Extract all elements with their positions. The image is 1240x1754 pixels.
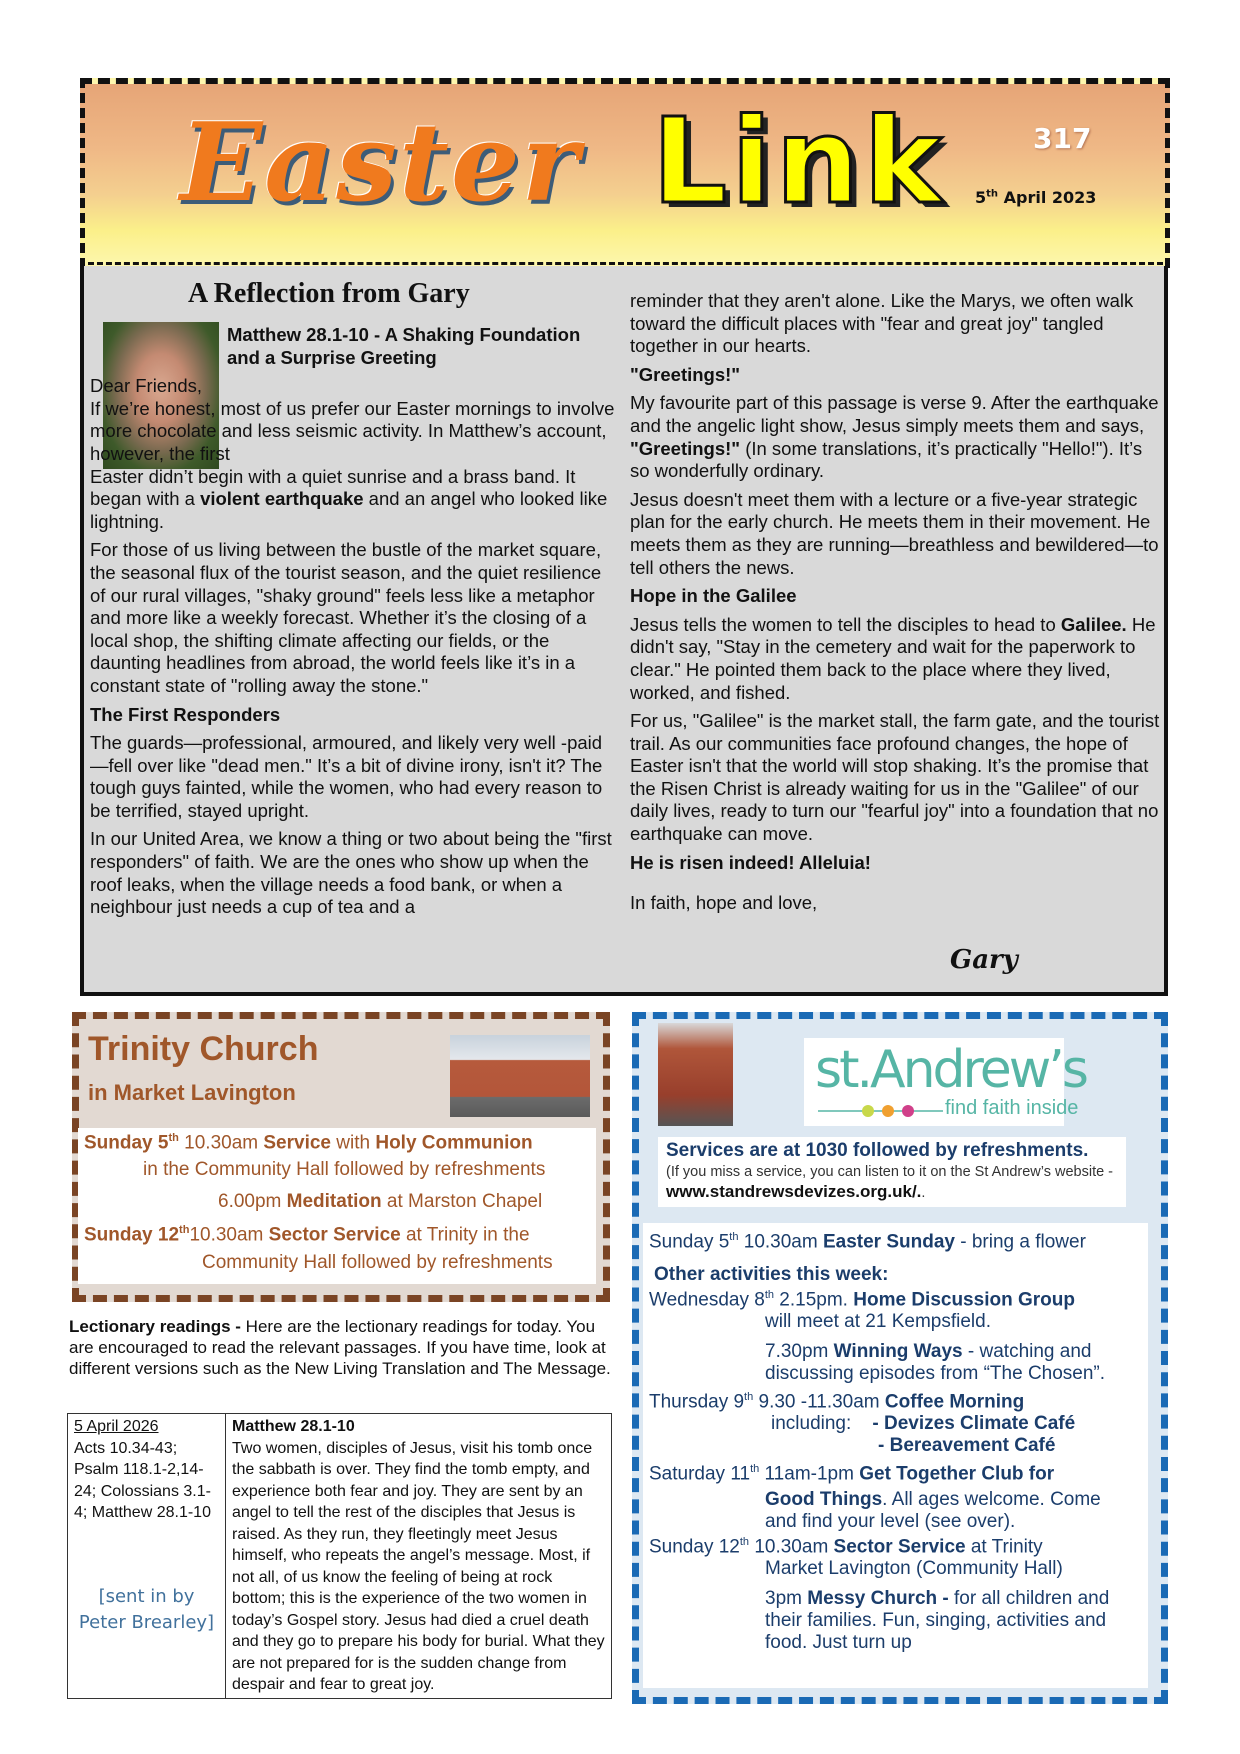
text: (In some translations, it’s practically "Hello!"). It’s so wonderfully ordinary. (630, 437, 1143, 482)
issue-date (975, 188, 1096, 207)
activity-name: - Devizes Climate Café (872, 1413, 1076, 1434)
trinity-title: Trinity Church (88, 1030, 319, 1068)
heading: Other activities this week: (654, 1264, 889, 1285)
text: My favourite part of this passage is verse 9. After the earthquake and the angelic light show, Jesus simply meets them and says, (630, 392, 1159, 436)
logo-dots-icon (818, 1104, 943, 1118)
activity-detail: Market Lavington (Community Hall) (765, 1558, 1063, 1579)
logo-text: st.Andrew’s (815, 1040, 1086, 1100)
section-heading: The First Responders (90, 703, 281, 725)
time: 10.30am (738, 1231, 823, 1253)
time: 7.30pm (765, 1341, 834, 1362)
activity-name: Messy Church - (807, 1588, 955, 1609)
time: 9.30 -11.30am (753, 1391, 885, 1413)
activities-list (643, 1223, 1148, 1688)
activity-item (649, 1289, 1075, 1311)
gospel-summary: Two women, disciples of Jesus, visit his tomb once the sabbath is over. They find the tomb empty, and experience both fear and joy. They are sent by an angel to tell the rest of the disciples that Jesus is raised. As they run, they fleetingly meet Jesus himself, who repeats the angel’s message. Most, if not all, of us know the feeling of being at rock bottom; this is the experience of the two women in today’s Gospel story. Jesus had died a cruel death and they go to prepare his body for burial. What they are not prepared for is the sudden change from despair and fear to great joy. (232, 1439, 605, 1693)
day: Sunday 5 (84, 1132, 169, 1154)
activity-name: Good Things (765, 1489, 883, 1510)
activities-heading (654, 1264, 888, 1286)
text: (If you miss a service, you can listen to it on the St Andrew’s website - (666, 1164, 1114, 1180)
text: with (331, 1132, 376, 1154)
text: . (921, 1185, 926, 1201)
closing: He is risen indeed! Alleluia! (630, 851, 871, 873)
activity-detail: will meet at 21 Kempsfield. (765, 1311, 991, 1332)
day-suffix: th (179, 1224, 190, 1236)
paragraph: The guards—professional, armoured, and likely very well -paid—fell over like "dead men." It’s a bit of divine irony, isn't it? The tough guys fainted, while the women, who had every reason to be terrified, stayed upright. (90, 732, 603, 821)
services-heading: Services are at 1030 followed by refreshments. (666, 1140, 1089, 1161)
bold-text: violent earthquake (200, 488, 364, 510)
service-line: Community Hall followed by refreshments (202, 1252, 553, 1273)
time: 6.00pm (218, 1191, 287, 1212)
day-suffix: th (729, 1231, 739, 1243)
issue-number: 317 (1033, 122, 1092, 155)
paragraph: For us, "Galilee" is the market stall, the farm gate, and the tourist trail. As our communities face profound changes, the hope of Easter isn't that the world will stop shaking. It’s the promise that the Risen Christ is already waiting for us in the "Galilee" of our daily lives, ready to turn our "fearful joy" into a foundation that no earthquake can move. (630, 710, 1160, 845)
gospel-cell (226, 1414, 612, 1699)
reflection-right-column (630, 290, 1160, 921)
time: 3pm (765, 1588, 808, 1609)
trinity-church-photo (450, 1035, 590, 1117)
service-line: in the Community Hall followed by refreshments (143, 1159, 546, 1180)
day: Saturday 11 (649, 1463, 751, 1485)
trinity-subtitle: in Market Lavington (88, 1080, 296, 1105)
lectionary-intro (69, 1316, 614, 1379)
text: Here are the lectionary readings for today. You are encouraged to read the relevant passages. If you have time, look at different versions such as the New Living Translation and The Message. (69, 1317, 611, 1378)
title-easter: Easter (180, 100, 581, 226)
service-line (84, 1224, 530, 1246)
services-note (666, 1163, 1126, 1203)
text: at Trinity in the (400, 1224, 530, 1246)
time: 11am-1pm (759, 1463, 860, 1485)
day-suffix: th (764, 1289, 775, 1301)
title-link: Link (652, 92, 947, 230)
table-row (68, 1414, 612, 1699)
gospel-reference: Matthew 28.1-10 (232, 1418, 355, 1435)
activity-item (649, 1536, 1043, 1558)
readings-list: Acts 10.34-43; Psalm 118.1-2,14-24; Colossians 3.1-4; Matthew 28.1-10 (74, 1439, 211, 1521)
logo-dot (902, 1105, 914, 1117)
trinity-services (78, 1128, 596, 1284)
day: Thursday 9 (649, 1391, 745, 1413)
activity-detail (878, 1435, 1055, 1457)
service-name: Service (263, 1132, 331, 1154)
date-rest: April 2023 (1003, 188, 1097, 207)
text: - watching and (962, 1341, 1092, 1362)
activity-detail: and find your level (see over). (765, 1511, 1016, 1532)
logo-dot (862, 1105, 874, 1117)
text: at Marston Chapel (381, 1191, 543, 1212)
paragraph: reminder that they aren't alone. Like the Marys, we often walk toward the difficult places with "fear and great joy" tangled together in our hearts. (630, 290, 1134, 357)
text: He didn't say, "Stay in the cemetery and wait for the paperwork to clear." He pointed them back to the place where they lived, worked, and fished. (630, 613, 1156, 703)
reflection-title: A Reflection from Gary (188, 278, 470, 309)
paragraph: If we’re honest, most of us prefer our Easter mornings to involve more chocolate and less seismic activity. In Matthew’s account, however, the first (90, 397, 615, 464)
section-heading: Hope in the Galilee (630, 585, 797, 607)
day-suffix: th (750, 1463, 760, 1475)
signoff: In faith, hope and love, (630, 892, 818, 914)
paragraph (630, 614, 1160, 704)
greeting: Dear Friends, (90, 375, 203, 397)
reflection-left-column (90, 324, 615, 925)
service-detail: Holy Communion (375, 1132, 533, 1154)
activity-item (649, 1231, 1086, 1253)
lectionary-table (67, 1413, 612, 1699)
service-line (218, 1191, 542, 1213)
activity-name: Get Together Club for (859, 1463, 1055, 1485)
text: Jesus tells the women to tell the disciples to head to (630, 613, 1061, 635)
day: Sunday 12 (84, 1224, 180, 1246)
activity-item (649, 1391, 1024, 1413)
time: 10.30am (178, 1132, 264, 1154)
text: at Trinity (965, 1536, 1043, 1558)
day: Wednesday 8 (649, 1289, 765, 1311)
text: including: (771, 1413, 852, 1434)
day: Sunday 5 (649, 1231, 730, 1253)
activity-item (649, 1463, 1054, 1485)
day-suffix: th (744, 1391, 754, 1403)
activity-name: Coffee Morning (884, 1391, 1025, 1413)
bold-text: Galilee. (1060, 613, 1127, 635)
sent-by: [sent in by Peter Brearley] (78, 1585, 215, 1633)
bold-text: "Greetings!" (630, 437, 741, 459)
day: Sunday 12 (649, 1536, 740, 1558)
paragraph: Jesus doesn't meet them with a lecture or a five-year strategic plan for the early church. He meets them in their movement. He meets them as they are running—breathless and bewildered—to tell others the news. (630, 488, 1159, 578)
text: Easter didn’t begin with a quiet sunrise and a brass band. It began with a (90, 465, 576, 510)
time: 10.30am (189, 1224, 269, 1246)
day-suffix: th (739, 1536, 750, 1548)
activity-name: Easter Sunday (822, 1231, 955, 1253)
website-link[interactable]: www.standrewsdevizes.org.uk/. (666, 1182, 922, 1201)
text: for all children and (954, 1588, 1110, 1609)
activity-name: Home Discussion Group (853, 1289, 1075, 1311)
text: . All ages welcome. Come (882, 1489, 1101, 1510)
activity-detail: food. Just turn up (765, 1632, 912, 1653)
logo-dot (882, 1105, 894, 1117)
activity-detail: their families. Fun, singing, activities and (765, 1610, 1107, 1631)
signature: Gary (950, 945, 1018, 975)
time: 10.30am (749, 1536, 834, 1558)
service-line (84, 1132, 533, 1154)
service-name: Meditation (286, 1191, 382, 1212)
date-suffix: th (986, 188, 999, 200)
activity-name: - Bereavement Café (878, 1435, 1056, 1456)
st-andrews-church-photo (658, 1023, 733, 1126)
activity-detail (765, 1489, 1101, 1511)
logo-tagline: find faith inside (945, 1097, 1079, 1119)
reflection-subtitle: Matthew 28.1-10 - A Shaking Foundation and a Surprise Greeting (227, 324, 581, 368)
section-heading: "Greetings!" (630, 363, 741, 385)
service-name: Sector Service (268, 1224, 401, 1246)
activity-item (765, 1588, 1109, 1610)
date-day: 5 (975, 188, 987, 207)
text: and an angel who looked like lightning. (90, 488, 608, 532)
paragraph: In our United Area, we know a thing or two about being the "first responders" of faith. We are the ones who show up when the roof leaks, when the village needs a food bank, or when a neighbour just needs a cup of tea and a (90, 828, 612, 918)
paragraph (630, 392, 1160, 482)
paragraph: For those of us living between the bustle of the market square, the seasonal flux of the tourist season, and the quiet resilience of our rural villages, "shaky ground" feels less like a metaphor and more like a weekly forecast. Whether it’s the closing of a local shop, the shifting climate affecting our fields, or the daunting headlines from abroad, the world feels like it’s in a constant state of "rolling away the stone." (90, 539, 602, 696)
time: 2.15pm. (774, 1289, 854, 1311)
activity-name: Sector Service (833, 1536, 966, 1558)
day-suffix: th (168, 1132, 179, 1144)
paragraph (90, 466, 615, 534)
text: - bring a flower (954, 1231, 1086, 1253)
activity-name: Winning Ways (833, 1341, 963, 1362)
activity-detail (771, 1413, 1075, 1435)
readings-cell (68, 1414, 226, 1699)
lectionary-heading: Lectionary readings - (69, 1317, 246, 1336)
reading-date: 5 April 2026 (74, 1418, 159, 1435)
activity-item (765, 1341, 1091, 1363)
activity-detail: discussing episodes from “The Chosen”. (765, 1363, 1106, 1384)
